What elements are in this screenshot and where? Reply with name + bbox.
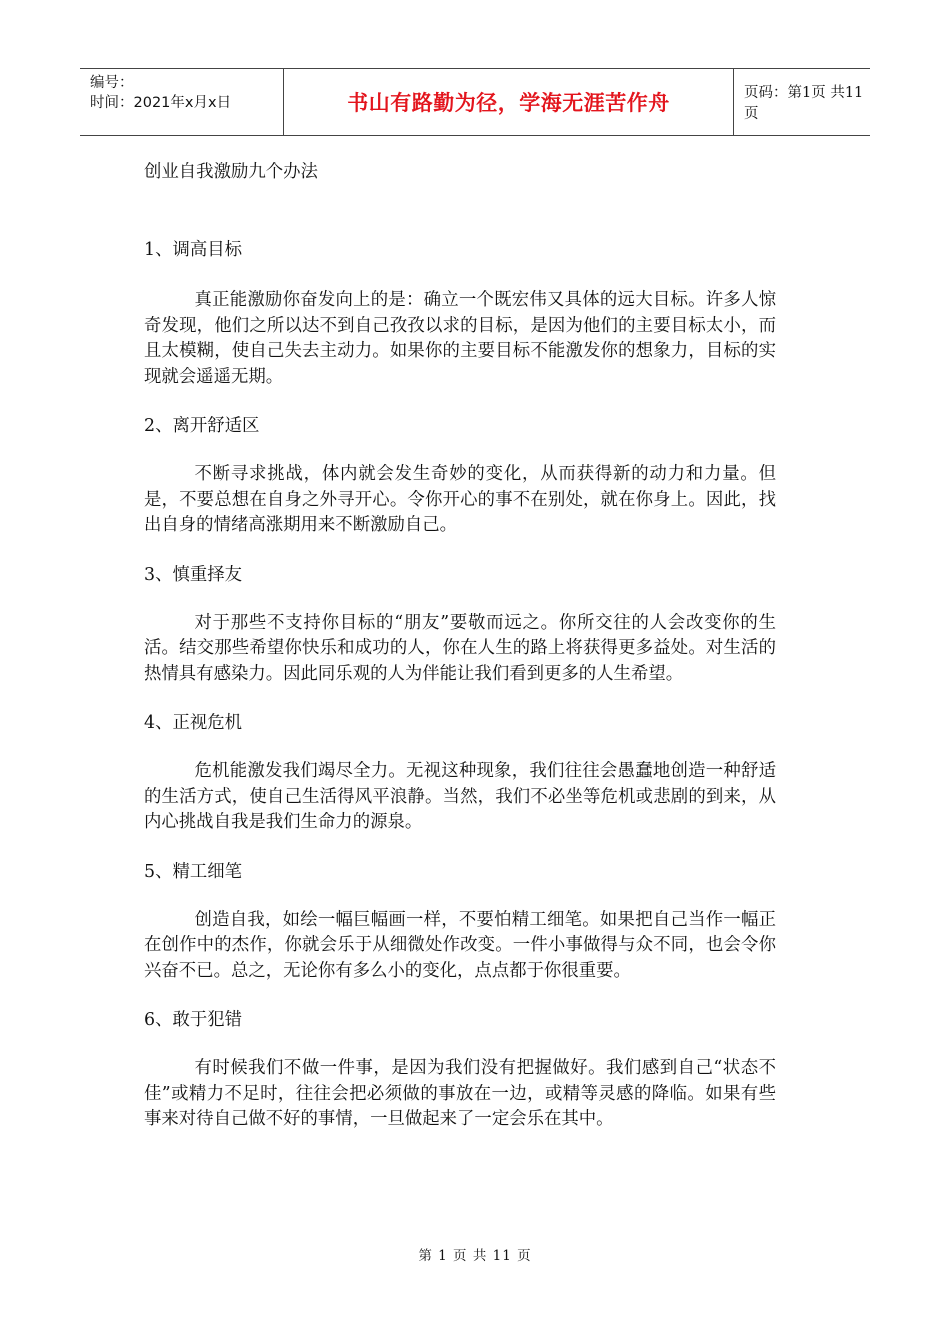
section-heading: 5、精工细笔 <box>144 861 243 882</box>
serial-label: 编号： <box>90 75 134 91</box>
section-paragraph: 对于那些不支持你目标的“朋友”要敬而远之。你所交往的人会改变你的生活。结交那些希望你快乐和成功的人，你在人生的路上将获得更多益处。对生活的热情具有感染力。因此同乐观的人为伴能让我们看到更多的人生希望。 <box>144 612 776 684</box>
section-paragraph: 有时候我们不做一件事，是因为我们没有把握做好。我们感到自己“状态不佳”或精力不足时，往往会把必须做的事放在一边，或精等灵感的降临。如果有些事来对待自己做不好的事情，一旦做起来了一定会乐在其中。 <box>144 1058 776 1129</box>
time-label: 时间：2021年x月x日 <box>90 95 232 111</box>
document-title: 创业自我激励九个办法 <box>144 162 318 182</box>
section-heading: 2、离开舒适区 <box>144 416 260 436</box>
document-body <box>144 158 776 1133</box>
section-heading: 4、正视危机 <box>144 713 243 733</box>
header-page-info: 页码：第1页 共11页 <box>744 85 864 122</box>
page-footer: 第 1 页 共 11 页 <box>418 1248 532 1264</box>
section-paragraph: 不断寻求挑战，体内就会发生奇妙的变化，从而获得新的动力和力量。但是，不要总想在自身之外寻开心。令你开心的事不在别处，就在你身上。因此，找出自身的情绪高涨期用来不断激励自己。 <box>144 464 776 535</box>
section-paragraph: 真正能激励你奋发向上的是：确立一个既宏伟又具体的远大目标。许多人惊奇发现，他们之所以达不到自己孜孜以求的目标，是因为他们的主要目标太小，而且太模糊，使自己失去主动力。如果你的主要目标不能激发你的想象力，目标的实现就会遥遥无期。 <box>144 290 776 387</box>
header-meta <box>80 69 283 135</box>
page-header <box>80 68 870 136</box>
section-paragraph: 危机能激发我们竭尽全力。无视这种现象，我们往往会愚蠢地创造一种舒适的生活方式，使自己生活得风平浪静。当然，我们不必坐等危机或悲剧的到来，从内心挑战自我是我们生命力的源泉。 <box>144 761 776 832</box>
section-heading: 6、敢于犯错 <box>144 1010 243 1030</box>
header-motto-cell <box>283 69 734 135</box>
section-heading: 1、调高目标 <box>144 240 243 260</box>
header-motto: 书山有路勤为径，学海无涯苦作舟 <box>347 91 670 115</box>
section-paragraph: 创造自我，如绘一幅巨幅画一样，不要怕精工细笔。如果把自己当作一幅正在创作中的杰作，你就会乐于从细微处作改变。一件小事做得与众不同，也会令你兴奋不已。总之，无论你有多么小的变化，点点都于你很重要。 <box>144 909 776 981</box>
section-heading: 3、慎重择友 <box>144 564 243 585</box>
